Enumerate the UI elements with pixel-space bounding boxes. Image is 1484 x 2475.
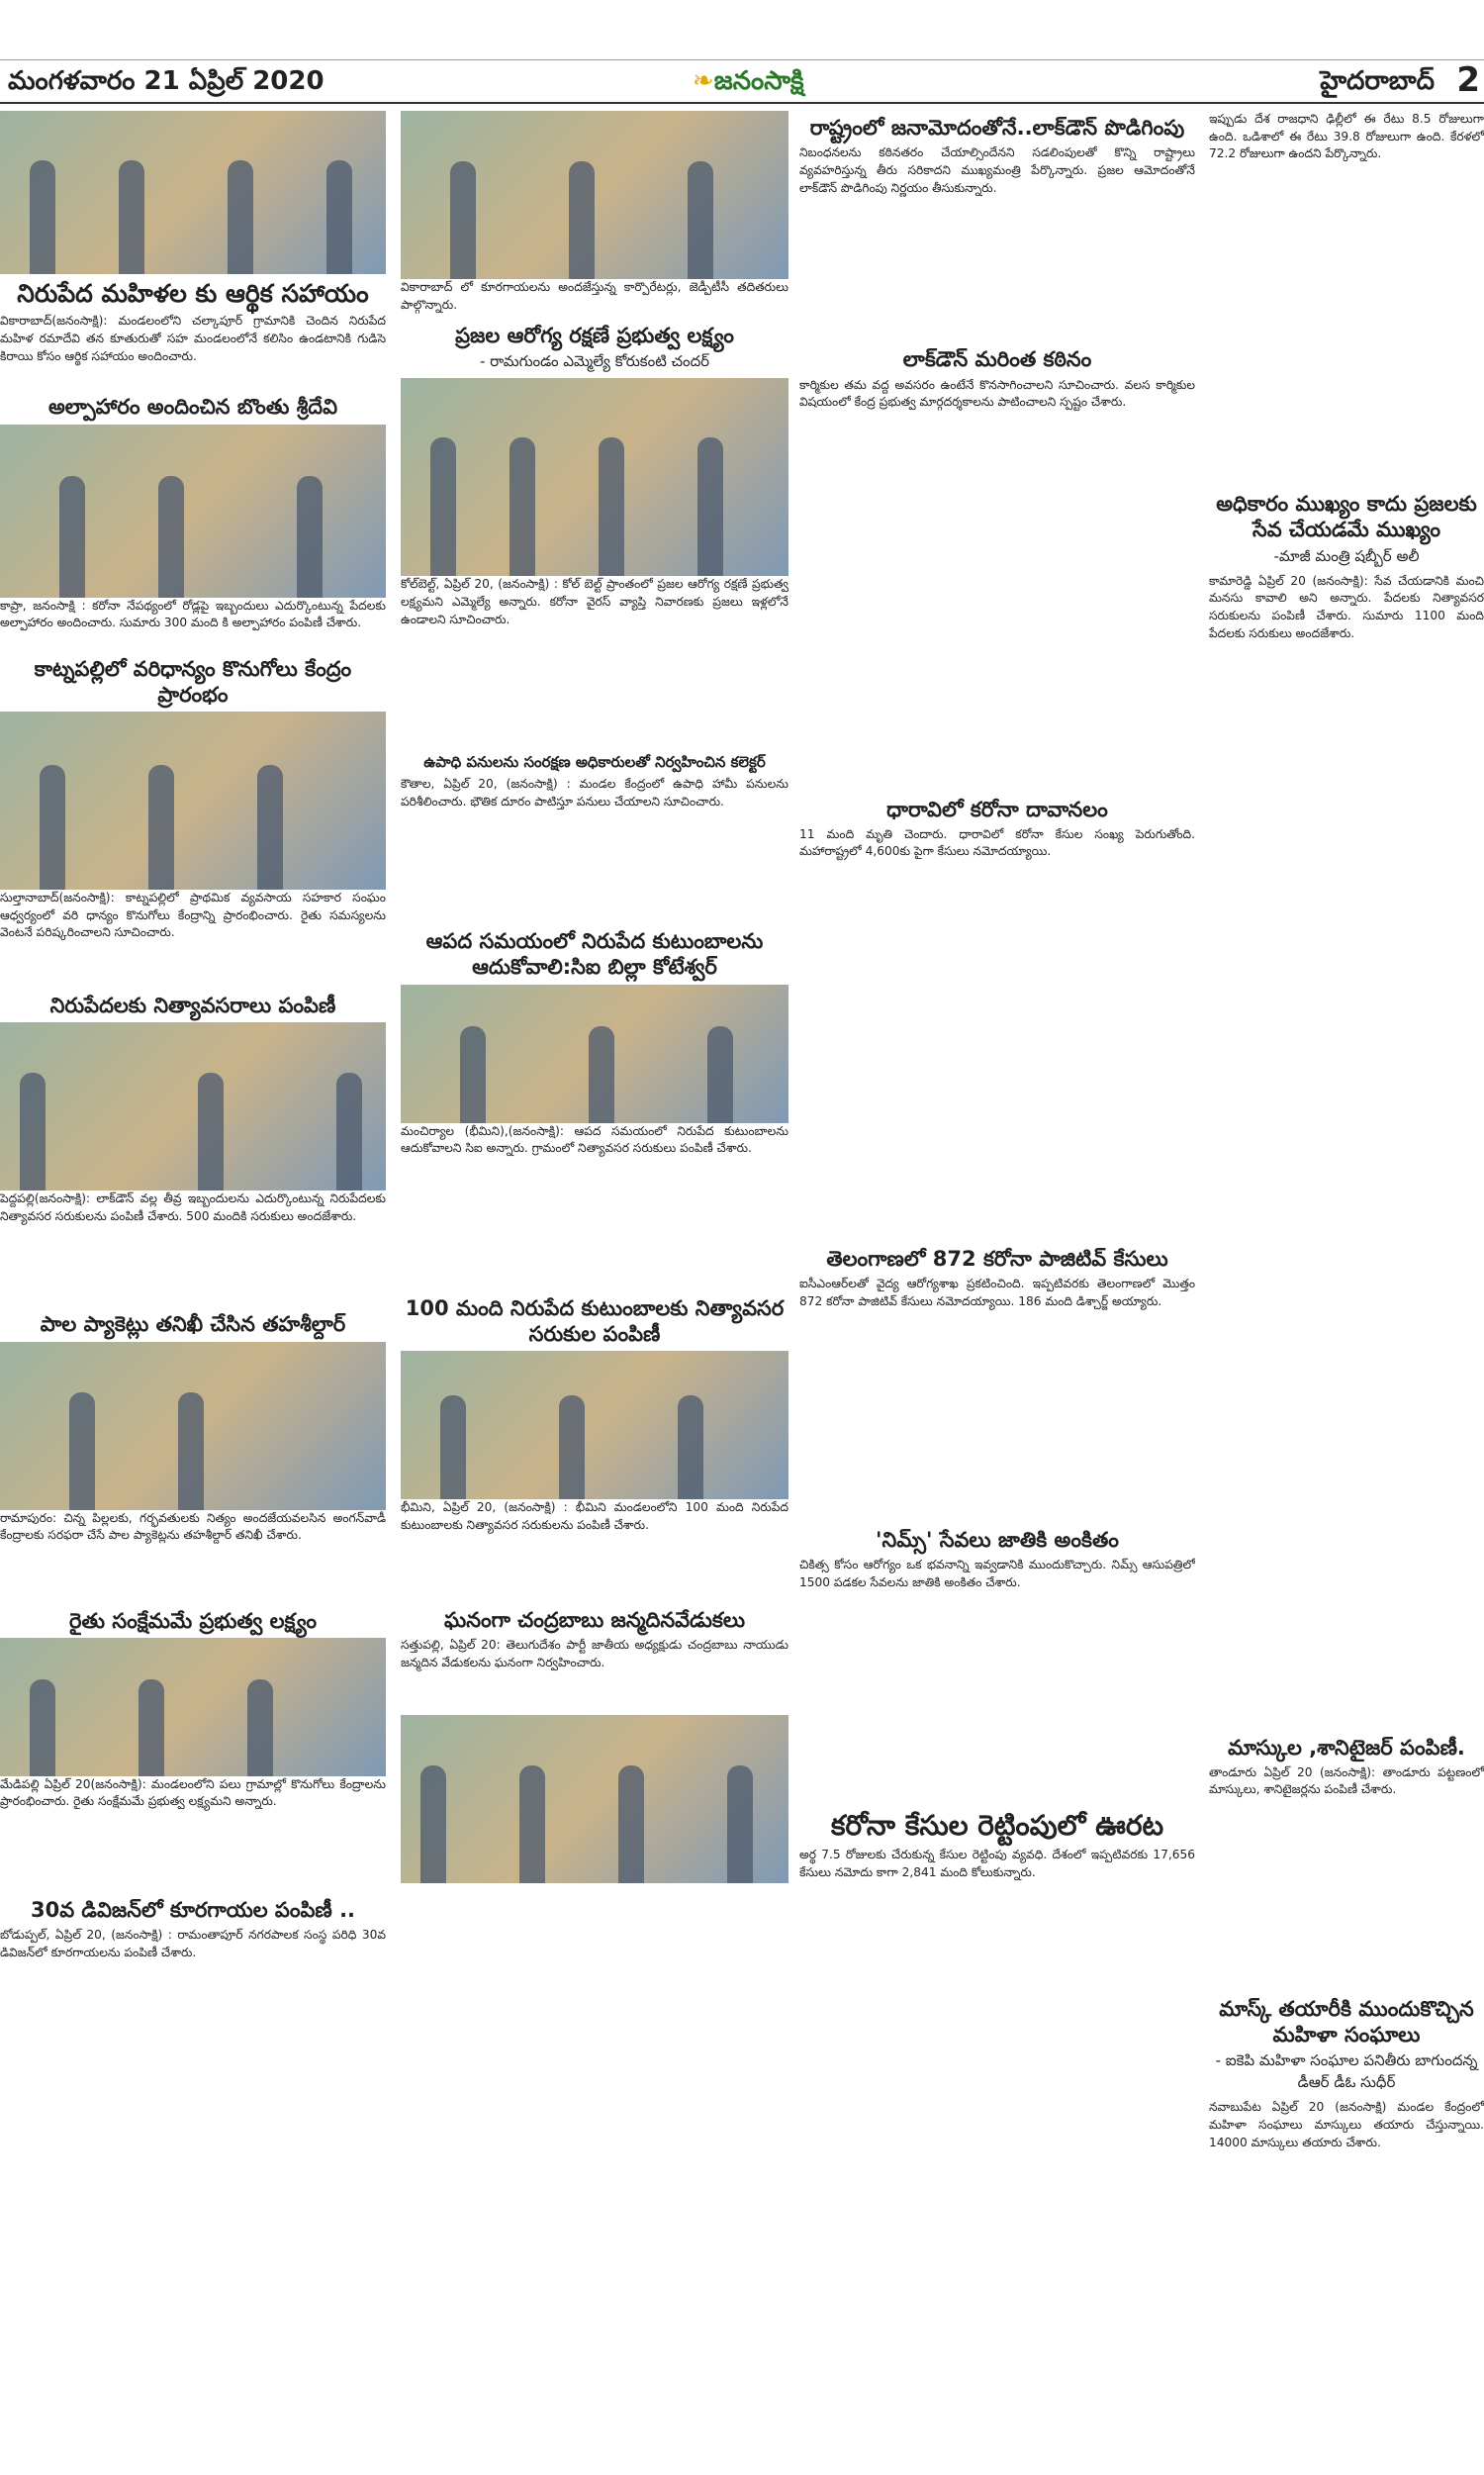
article-body: బోడుప్పల్, ఏప్రిల్ 20, (జనంసాక్షి) : రామంతాపూర్ నగరపాలక సంస్థ పరిధి 30వ డివిజన్‌లో కూరగాయలను పంపిణీ చేశారు. — [0, 1928, 386, 1959]
article-body: నవాబుపేట ఏప్రిల్ 20 (జనంసాక్షి) మండల కేంద్రంలో మహిళా సంఘాలు మాస్కులు తయారు చేస్తున్నాయి. 14000 మాస్కులు తయారు చేశారు. — [1209, 2100, 1484, 2149]
leaf-icon: ❧ — [693, 66, 714, 96]
headline: ఆపద సమయంలో నిరుపేద కుటుంబాలను ఆదుకోవాలి:సిఐ బిల్లా కోటేశ్వర్ — [425, 929, 764, 980]
article-photo — [0, 425, 386, 598]
byline: - ఐకెపి మహిళా సంఘాల పనితీరు బాగుందన్న డీఆర్ డీఓ సుధీర్ — [1215, 2051, 1478, 2092]
newspaper-logo — [693, 66, 804, 102]
article-body: కౌతాల, ఏప్రిల్ 20, (జనంసాక్షి) : మండల కేంద్రంలో ఉపాధి హామీ పనులను పరిశీలించారు. భౌతిక దూరం పాటిస్తూ పనులు చేయాలని సూచించారు. — [401, 777, 788, 809]
headline: అల్పాహారం అందించిన బొంతు శ్రీదేవి — [47, 395, 338, 420]
article-body: సుల్తానాబాద్(జనంసాక్షి): కాట్నపల్లిలో ప్రాథమిక వ్యవసాయ సహకార సంఘం ఆధ్వర్యంలో వరి ధాన్యం కొనుగోలు కేంద్రాన్ని ప్రారంభించారు. రైతు సమస్యలను వెంటనే పరిష్కరించాలని సూచించారు. — [0, 891, 386, 940]
headline: ధారావిలో కరోనా దావానలం — [886, 797, 1108, 821]
article-body: కాప్రా, జనంసాక్షి : కరోనా నేపథ్యంలో రోడ్లపై ఇబ్బందులు ఎదుర్కొంటున్న పేదలకు అల్పాహారం అందించారు. సుమారు 300 మంది కి అల్పాహారం పంపిణీ చేశారు. — [0, 598, 386, 630]
article-body: కార్మికుల తమ వద్ద అవసరం ఉంటేనే కొనసాగించాలని సూచించారు. వలస కార్మికుల విషయంలో కేంద్ర ప్రభుత్వ మార్గదర్శకాలను పాటించాలని స్పష్టం చేశారు. — [799, 377, 1195, 410]
article-body: సత్తుపల్లి, ఏప్రిల్ 20: తెలుగుదేశం పార్టీ జాతీయ అధ్యక్షుడు చంద్రబాబు నాయుడు జన్మదిన వేడుకలను ఘనంగా నిర్వహించారు. — [401, 1638, 788, 1669]
article-body: ఐసీఎంఆర్‌లతో వైద్య ఆరోగ్యశాఖ ప్రకటించింది. ఇప్పటివరకు తెలంగాణలో మొత్తం 872 కరోనా పాజిటివ్ కేసులు నమోదయ్యాయి. 186 మంది డిశ్చార్జ్ అయ్యారు. — [799, 1277, 1195, 1308]
headline: 30వ డివిజన్‌లో కూరగాయల పంపిణీ .. — [30, 1897, 356, 1922]
headline: ఉపాధి పనులను సంరక్షణ అధికారులతో నిర్వహించిన కలెక్టర్ — [423, 753, 766, 772]
article-body: కోల్‌బెల్ట్, ఏప్రిల్ 20, (జనంసాక్షి) : కోల్ బెల్ట్ ప్రాంతంలో ప్రజల ఆరోగ్య రక్షణే ప్రభుత్వ లక్ష్యమని ఎమ్మెల్యే అన్నారు. కరోనా వైరస్ వ్యాప్తి నివారణకు ప్రజలు ఇళ్లలోనే ఉండాలని సూచించారు. — [401, 577, 788, 626]
article-photo — [401, 985, 788, 1123]
headline: ప్రజల ఆరోగ్య రక్షణే ప్రభుత్వ లక్ష్యం — [455, 324, 734, 347]
article-body: మేడిపల్లి ఏప్రిల్ 20(జనంసాక్షి): మండలంలోని పలు గ్రామాల్లో కొనుగోలు కేంద్రాలను ప్రారంభించారు. రైతు సంక్షేమమే ప్రభుత్వ లక్ష్యమని అన్నారు. — [0, 1776, 386, 1809]
article-photo — [401, 378, 788, 576]
article-photo — [0, 1638, 386, 1776]
headline: కరోనా కేసుల రెట్టింపులో ఊరట — [830, 1809, 1164, 1843]
article-body: 11 మంది మృతి చెందారు. ధారావిలో కరోనా కేసుల సంఖ్య పెరుగుతోంది. మహారాష్ట్రలో 4,600కు పైగా కేసులు నమోదయ్యాయి. — [799, 826, 1195, 859]
article-body: మంచిర్యాల (భీమిని),(జనంసాక్షి): ఆపద సమయంలో నిరుపేద కుటుంబాలను ఆదుకోవాలని సిఐ అన్నారు. గ్రామంలో నిత్యావసర సరుకులు పంపిణీ చేశారు. — [401, 1123, 788, 1156]
headline: 100 మంది నిరుపేద కుటుంబాలకు నిత్యావసర సరుకుల పంపిణీ — [405, 1295, 785, 1346]
article-body: పెద్దపల్లి(జనంసాక్షి): లాక్‌డౌన్ వల్ల తీవ్ర ఇబ్బందులను ఎదుర్కొంటున్న నిరుపేదలకు నిత్యావసర సరుకులను పంపిణీ చేశారు. 500 మందికి సరుకులు అందజేశారు. — [0, 1191, 386, 1223]
article-body: చికిత్స కోసం ఆరోగ్యం ఒక భవనాన్ని ఇవ్వడానికి ముందుకొచ్చారు. నిమ్స్ ఆసుపత్రిలో 1500 పడకల సేవలను జాతికి అంకితం చేశారు. — [799, 1558, 1195, 1589]
article-body: తాండూరు ఏప్రిల్ 20 (జనంసాక్షి): తాండూరు పట్టణంలో మాస్కులు, శానిటైజర్లను పంపిణీ చేశారు. — [1209, 1764, 1484, 1797]
headline: నిరుపేద మహిళల కు ఆర్థిక సహాయం — [17, 279, 369, 308]
article-photo — [0, 1342, 386, 1510]
logo-text: జనంసాక్షి — [713, 66, 804, 96]
page-number: 2 — [1456, 60, 1480, 100]
article-body: నిబంధనలను కఠినతరం చేయాల్సిందేనని సడలింపులతో కొన్ని రాష్ట్రాలు వ్యవహరిస్తున్న తీరు సరికాదని ముఖ్యమంత్రి పేర్కొన్నారు. ప్రజల ఆమోదంతోనే లాక్‌డౌన్ పొడిగింపు నిర్ణయం తీసుకున్నారు. — [799, 145, 1195, 195]
headline: పాల ప్యాకెట్లు తనిఖీ చేసిన తహశీల్దార్ — [40, 1312, 346, 1337]
article-photo — [0, 1022, 386, 1190]
column-2 — [401, 111, 788, 1883]
headline: ఘనంగా చంద్రబాబు జన్మదినవేడుకలు — [444, 1608, 745, 1632]
edition-city: హైదరాబాద్ — [1320, 66, 1435, 96]
byline: -మాజీ మంత్రి షబ్బీర్ అలీ — [1273, 546, 1420, 565]
article-body: రామాపురం: చిన్న పిల్లలకు, గర్భవతులకు నిత్యం అందజేయవలసిన అంగన్‌వాడీ కేంద్రాలకు సరఫరా చేసే పాల ప్యాకెట్లను తహశీల్దార్ తనిఖీ చేశారు. — [0, 1510, 386, 1543]
article-body: వికారాబాద్(జనంసాక్షి): మండలంలోని చల్కాపూర్ గ్రామానికి చెందిన నిరుపేద మహిళ రమాదేవి తన కూతురుతో సహ మండలంలోనే కలిసిం ఉండటానికి గుడిసె కిరాయి కోసం ఆర్థిక సహాయం అందించారు. — [0, 314, 386, 363]
article-photo — [0, 712, 386, 890]
column-1 — [0, 111, 386, 2020]
article-photo — [401, 1351, 788, 1499]
headline: మాస్క్ తయారీకి ముందుకొచ్చిన మహిళా సంఘాలు — [1219, 1996, 1474, 2047]
headline: నిరుపేదలకు నిత్యావసరాలు పంపిణీ — [49, 994, 336, 1017]
photo-caption: వికారాబాద్ లో కూరగాయలను అందజేస్తున్న కార్పొరేటర్లు, జెడ్పీటీసీ తదితరులు పాల్గొన్నారు. — [401, 280, 788, 312]
article-body: అర్థ 7.5 రోజులకు చేరుకున్న కేసుల రెట్టింపు వ్యవధి. దేశంలో ఇప్పటివరకు 17,656 కేసులు నమోదు కాగా 2,841 మంది కోలుకున్నారు. — [799, 1848, 1195, 1879]
column-3 — [799, 111, 1195, 2068]
column-4 — [1209, 111, 1484, 2331]
headline: మాస్కుల ,శానిటైజర్ పంపిణీ. — [1228, 1735, 1465, 1760]
byline: - రామగుండం ఎమ్మెల్యే కోరుకంటి చందర్ — [479, 352, 710, 371]
issue-date: మంగళవారం 21 ఏప్రిల్ 2020 — [8, 66, 325, 96]
article-photo — [401, 111, 788, 279]
headline: తెలంగాణలో 872 కరోనా పాజిటివ్ కేసులు — [826, 1246, 1168, 1271]
article-body: కామారెడ్డి ఏప్రిల్ 20 (జనంసాక్షి): సేవ చేయడానికి మంచి మనసు కావాలి అని అన్నారు. పేదలకు నిత్యావసర సరుకులను పంపిణీ చేశారు. సుమారు 1100 మంది పేదలకు సరుకులు అందజేశారు. — [1209, 573, 1484, 640]
headline: అధికారం ముఖ్యం కాదు ప్రజలకు సేవ చేయడమే ముఖ్యం — [1216, 492, 1477, 542]
masthead — [0, 59, 1484, 104]
headline: కాట్నపల్లిలో వరిధాన్యం కొనుగోలు కేంద్రం ప్రారంభం — [34, 656, 352, 707]
headline: రైతు సంక్షేమమే ప్రభుత్వ లక్ష్యం — [69, 1608, 317, 1633]
headline: లాక్‌డౌన్ మరింత కఠినం — [902, 347, 1092, 372]
article-photo — [0, 111, 386, 274]
article-body: భీమిని, ఏప్రిల్ 20, (జనంసాక్షి) : భీమిని మండలంలోని 100 మంది నిరుపేద కుటుంబాలకు నిత్యావసర సరుకులను పంపిణీ చేశారు. — [401, 1500, 788, 1532]
headline: రాష్ట్రంలో జనామోదంతోనే..లాక్‌డౌన్ పొడిగింపు — [809, 116, 1185, 140]
headline: 'నిమ్స్' సేవలు జాతికి అంకితం — [876, 1528, 1119, 1552]
article-body: ఇప్పుడు దేశ రాజధాని ఢిల్లీలో ఈ రేటు 8.5 రోజులుగా ఉంది. ఒడిశాలో ఈ రేటు 39.8 రోజులుగా ఉంది. కేరళలో 72.2 రోజులుగా ఉందని పేర్కొన్నారు. — [1209, 112, 1484, 161]
article-photo — [401, 1715, 788, 1883]
